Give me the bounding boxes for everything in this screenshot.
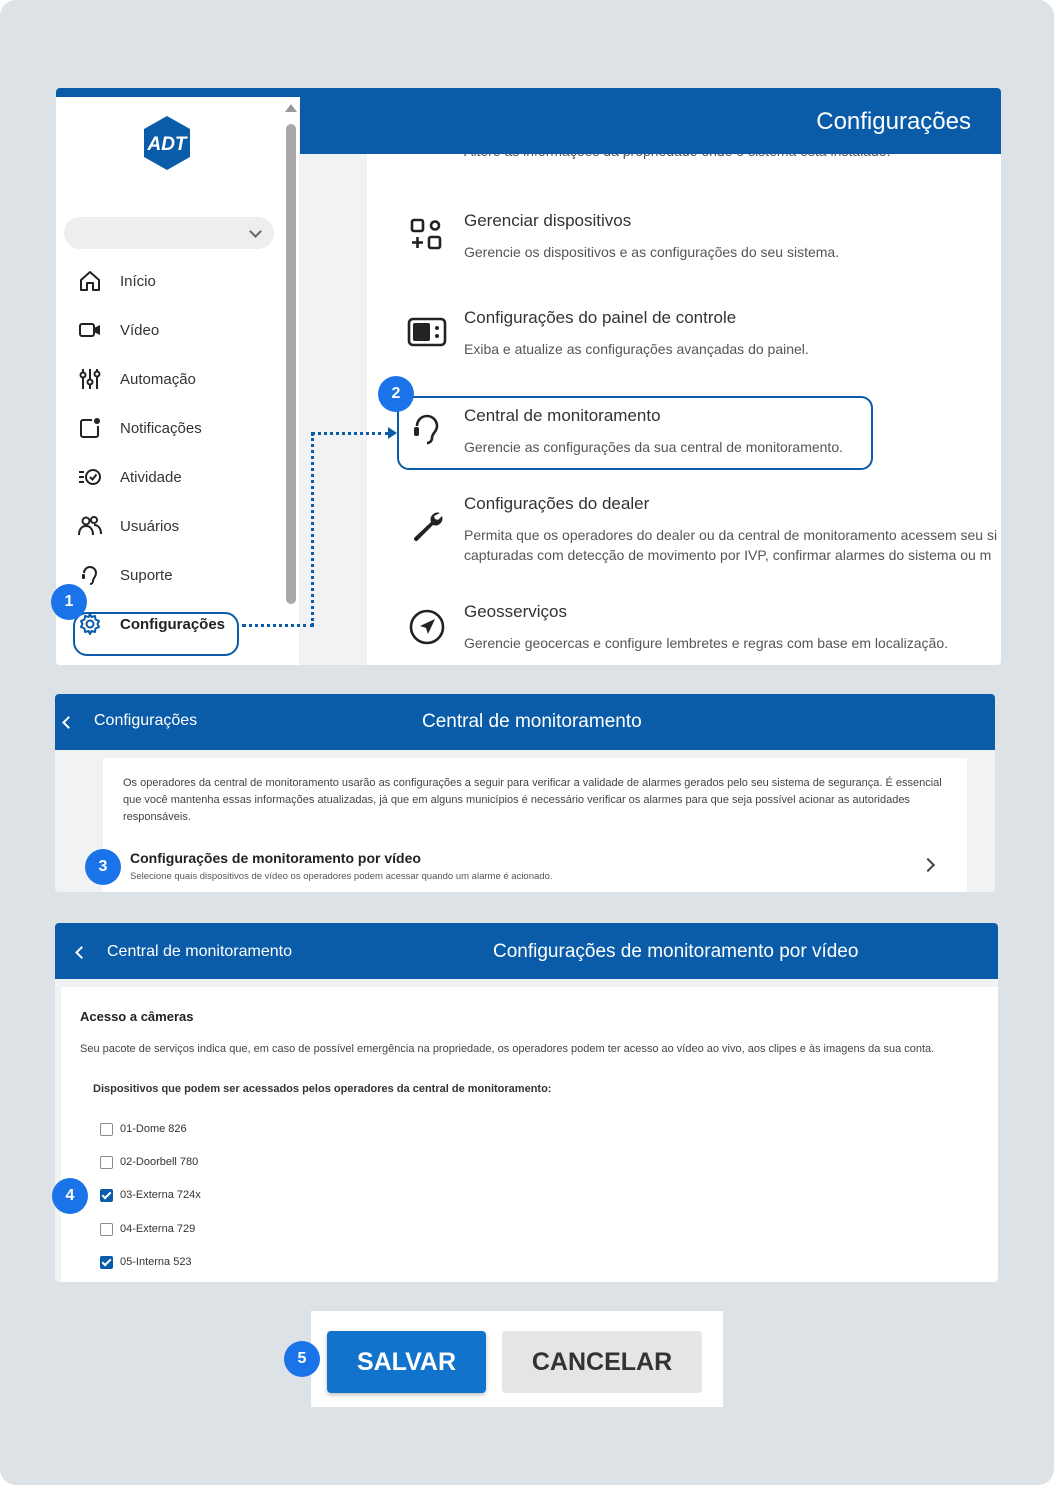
control-panel-icon (407, 312, 447, 352)
scrollbar-thumb[interactable] (286, 124, 296, 604)
menu-item-title: Central de monitoramento (464, 406, 661, 425)
content-gutter (299, 97, 367, 665)
support-icon (78, 563, 102, 587)
top-bar (56, 88, 1001, 97)
row-title: Configurações de monitoramento por vídeo (130, 850, 421, 866)
device-label: 01-Dome 826 (120, 1123, 187, 1135)
device-label: 04-Externa 729 (120, 1223, 196, 1235)
page-title: Configurações (816, 108, 971, 135)
devices-icon (407, 214, 447, 254)
sidebar-item-label: Configurações (120, 615, 226, 633)
device-label: 02-Doorbell 780 (120, 1156, 199, 1168)
video-camera-icon (78, 318, 102, 342)
highlight-central-de-monitoramento (397, 396, 873, 470)
monitoring-header (55, 694, 995, 750)
device-label: 05-Interna 523 (120, 1256, 192, 1268)
sidebar-item-label: Início (120, 272, 156, 290)
section-description: Seu pacote de serviços indica que, em caso de possível emergência na propriedade, os operadores podem ter acesso ao vídeo ao vivo, aos clipes e às imagens da sua conta. (80, 1043, 935, 1055)
menu-item-desc: Exiba e atualize as configurações avançadas do painel. (464, 341, 809, 357)
menu-item-title: Gerenciar dispositivos (464, 211, 632, 230)
sidebar (56, 97, 299, 665)
arrow-right-icon (388, 427, 397, 439)
wrench-icon (407, 507, 447, 547)
connector-line (311, 432, 389, 435)
back-chevron-icon[interactable] (75, 946, 88, 959)
page-title: Central de monitoramento (422, 711, 642, 732)
activity-icon (78, 465, 102, 489)
active-item-highlight (73, 612, 239, 656)
menu-item-desc: capturadas com detecção de movimento por IVP, confirmar alarmes do sistema ou m (464, 547, 992, 563)
checkbox[interactable] (100, 1223, 113, 1236)
device-checkbox-row[interactable] (100, 1187, 201, 1203)
checkbox-checked[interactable] (100, 1189, 113, 1202)
users-icon (78, 514, 102, 538)
sidebar-item-label: Automação (120, 370, 196, 388)
sidebar-item-label: Atividade (120, 468, 182, 486)
camera-access-card (61, 987, 998, 1282)
menu-item-title: Geosserviços (464, 602, 567, 621)
svg-text:ADT: ADT (147, 134, 187, 155)
step-badge-3: 3 (85, 849, 121, 885)
sidebar-item-inicio[interactable] (78, 266, 156, 296)
menu-item-title: Configurações do dealer (464, 494, 650, 513)
device-checkbox-row[interactable] (100, 1154, 198, 1170)
back-link[interactable]: Central de monitoramento (107, 943, 292, 960)
adt-logo (138, 114, 196, 172)
sidebar-item-notificacoes[interactable] (78, 413, 202, 443)
menu-item-desc: Gerencie as configurações da sua central de monitoramento. (464, 439, 843, 455)
save-button[interactable]: SALVAR (327, 1331, 486, 1393)
checkbox-checked[interactable] (100, 1256, 113, 1269)
checkbox[interactable] (100, 1156, 113, 1169)
sidebar-item-automacao[interactable] (78, 364, 196, 394)
sliders-icon (78, 367, 102, 391)
menu-item-desc: Permita que os operadores do dealer ou da central de monitoramento acessem seu si (464, 527, 998, 543)
video-monitoring-header (55, 923, 998, 979)
monitoring-card (103, 758, 967, 892)
sidebar-item-label: Usuários (120, 517, 180, 535)
sidebar-item-label: Suporte (120, 566, 173, 584)
step-badge-4: 4 (52, 1178, 88, 1214)
device-label: 03-Externa 724x (120, 1189, 201, 1201)
chevron-down-icon (249, 225, 262, 238)
menu-item-title: Configurações do painel de controle (464, 308, 737, 327)
navigation-icon (407, 607, 447, 647)
step-badge-5: 5 (284, 1341, 320, 1377)
home-icon (78, 269, 102, 293)
row-desc: Selecione quais dispositivos de vídeo os operadores podem acessar quando um alarme é acionado. (130, 871, 553, 882)
chevron-right-icon (921, 858, 935, 872)
device-checkbox-row[interactable] (100, 1254, 192, 1270)
monitoring-screen (55, 694, 995, 892)
checkbox[interactable] (100, 1123, 113, 1136)
cancel-button[interactable]: CANCELAR (502, 1331, 702, 1393)
connector-line (242, 624, 314, 627)
connector-line (311, 433, 314, 626)
sidebar-item-label: Vídeo (120, 321, 160, 339)
step-badge-1: 1 (51, 584, 87, 620)
device-checkbox-row[interactable] (100, 1221, 195, 1237)
page-title: Configurações de monitoramento por vídeo (493, 941, 859, 962)
device-checkbox-row[interactable] (100, 1121, 187, 1137)
step-badge-2: 2 (378, 376, 414, 412)
sidebar-item-atividade[interactable] (78, 462, 182, 492)
action-buttons-panel (311, 1311, 723, 1407)
settings-screen (56, 88, 1001, 665)
sidebar-item-suporte[interactable] (78, 560, 173, 590)
sidebar-item-video[interactable] (78, 315, 160, 345)
scroll-up-arrow-icon[interactable] (285, 104, 297, 112)
back-link[interactable]: Configurações (94, 712, 198, 729)
notification-icon (78, 416, 102, 440)
devices-subheading: Dispositivos que podem ser acessados pelos operadores da central de monitoramento: (93, 1083, 552, 1095)
menu-item-desc: Gerencie os dispositivos e as configurações do seu sistema. (464, 244, 840, 260)
back-chevron-icon[interactable] (62, 716, 75, 729)
sidebar-item-label: Notificações (120, 419, 202, 437)
sidebar-item-usuarios[interactable] (78, 511, 180, 541)
video-monitoring-screen (55, 923, 998, 1282)
monitoring-description: Os operadores da central de monitoramento usarão as configurações a seguir para verificar a validade de alarmes gerados pelo seu sistema de segurança. É essencial que você mantenha essas informações atualizadas, já que em alguns municípios é necessário verificar os alarmes para que seja possível acionar as autoridades responsáveis. (123, 777, 942, 823)
settings-header (300, 97, 1001, 154)
section-heading: Acesso a câmeras (80, 1009, 194, 1024)
site-select[interactable] (64, 217, 274, 249)
menu-item-desc: Gerencie geocercas e configure lembretes e regras com base em localização. (464, 635, 949, 651)
